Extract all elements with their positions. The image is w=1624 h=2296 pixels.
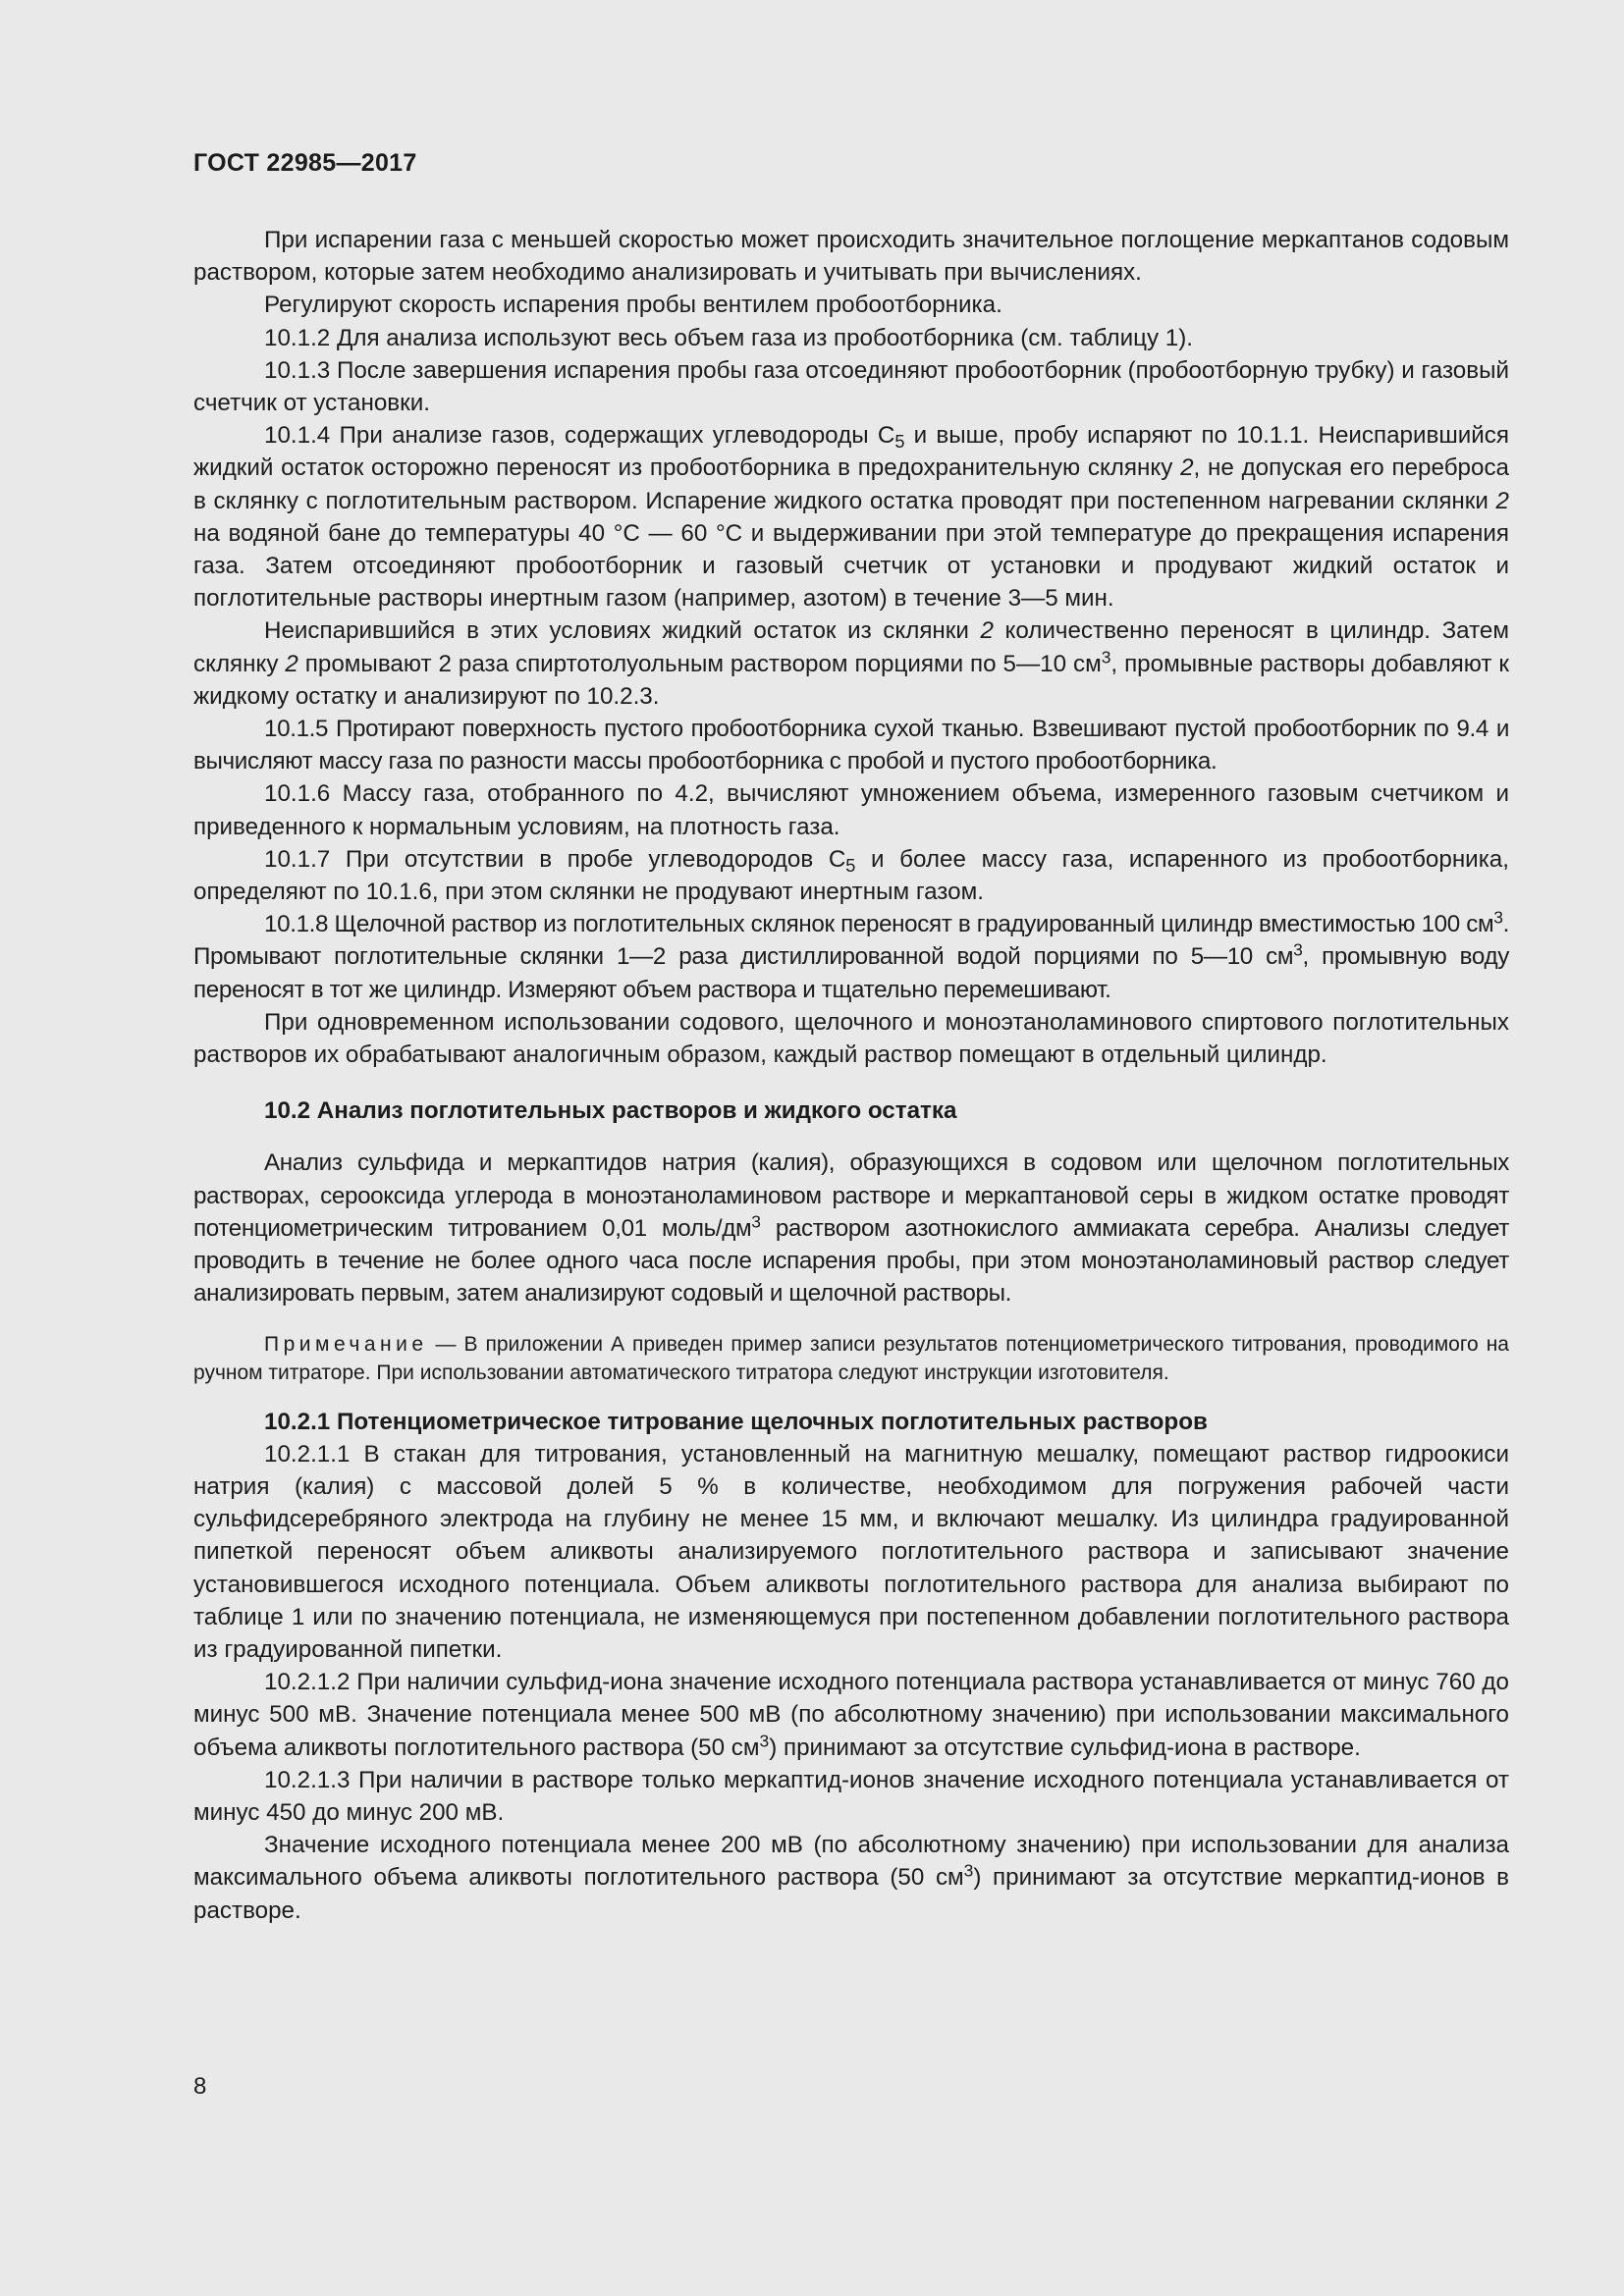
note-text: — В приложении А приведен пример записи результатов потенциометрического титрования, проводимого на ручном титраторе. При использовании автоматического титратора следуют инструкции изготовителя.: [193, 1332, 1509, 1384]
text-run: Значение исходного потенциала менее 200 мВ (по абсолютному значению) при использовании для анализа максимального объема аликвоты поглотительного раствора (50 см: [193, 1832, 1509, 1892]
text-run: и выше, пробу испаряют по 10.1.1. Неиспарившийся жидкий остаток осторожно переносят из пробоотборника в предохранительную склянку: [193, 422, 1509, 482]
superscript: 3: [963, 1860, 974, 1881]
text-run: 10.2.1.2 При наличии сульфид-иона значение исходного потенциала раствора устанавливается от минус 760 до минус 500 мВ. Значение потенциала менее 500 мВ (по абсолютному значению) при использовании максимального объема аликвоты поглотительного раствора (50 см: [193, 1669, 1509, 1761]
text-run: , промывную воду переносят в тот же цилиндр. Измеряют объем раствора и тщательно перемешивают.: [193, 943, 1509, 1003]
paragraph: [193, 1147, 1509, 1309]
page-number: 8: [193, 2073, 207, 2100]
superscript: 3: [1493, 907, 1503, 928]
paragraph: При одновременном использовании содового, щелочного и моноэтаноламинового спиртового поглотительных растворов их обрабатывают аналогичным образом, каждый раствор помещают в отдельный цилиндр.: [193, 1008, 1509, 1069]
paragraph-10-1-6: 10.1.6 Массу газа, отобранного по 4.2, вычисляют умножением объема, измеренного газовым счетчиком и приведенного к нормальным условиям, на плотность газа.: [193, 780, 1509, 840]
text-run: ) принимают за отсутствие меркаптид-ионов в растворе.: [193, 1864, 1509, 1924]
text-run: 10.1.7 При отсутствии в пробе углеводородов С: [264, 845, 846, 873]
note-label: Примечание: [264, 1332, 428, 1356]
text-run: , не допуская его переброса в склянку с поглотительным раствором. Испарение жидкого остатка проводят при постепенном нагревании склянки: [193, 454, 1509, 514]
paragraph-10-1-2: 10.1.2 Для анализа используют весь объем газа из пробоотборника (см. таблицу 1).: [264, 324, 1193, 351]
text-run: Анализ сульфида и меркаптидов натрия (калия), образующихся в содовом или щелочном поглотительных растворах, серооксида углерода в моноэтаноламиновом растворе и меркаптановой серы в жидком остатке проводят потенциометрическим титрованием 0,01 моль/дм: [193, 1149, 1509, 1242]
text-run: количественно переносят в цилиндр. Затем склянку: [193, 617, 1509, 677]
superscript: 3: [751, 1211, 761, 1232]
paragraph-10-2-1-1: 10.2.1.1 В стакан для титрования, установленный на магнитную мешалку, помещают раствор гидроокиси натрия (калия) с массовой долей 5 % в количестве, необходимом для погружения рабочей части сульфидсеребряного электрода на глубину не менее 15 мм, и включают мешалку. Из цилиндра градуированной пипеткой переносят объем аликвоты анализируемого поглотительного раствора и записывают значение установившегося исходного потенциала. Объем аликвоты поглотительного раствора для анализа выбирают по таблице 1 или по значению потенциала, не изменяющемуся при постепенном добавлении поглотительного раствора из градуированной пипетки.: [193, 1440, 1509, 1663]
italic-ref: 2: [1495, 487, 1509, 514]
text-run: Неиспарившийся в этих условиях жидкий остаток из склянки: [264, 617, 981, 645]
paragraph: При испарении газа с меньшей скоростью может происходить значительное поглощение меркаптанов содовым раствором, которые затем необходимо анализировать и учитывать при вычислениях.: [193, 227, 1509, 287]
paragraph-10-1-8: [193, 908, 1509, 1006]
text-run: промывают 2 раза спиртотолуольным раствором порциями по 5—10 см: [298, 650, 1102, 677]
italic-ref: 2: [285, 650, 298, 677]
text-run: , промывные растворы добавляют к жидкому остатку и анализируют по 10.2.3.: [193, 650, 1509, 710]
text-run: на водяной бане до температуры 40 °С — 60 °С и выдерживании при этой температуре до прекращения испарения газа. Затем отсоединяют пробоотборник и газовый счетчик от установки и продувают жидкий остаток и поглотительные растворы инертным газом (например, азотом) в течение 3—5 мин.: [193, 519, 1509, 613]
section-heading-10-2: 10.2 Анализ поглотительных растворов и жидкого остатка: [264, 1097, 957, 1125]
subsection-heading-10-2-1: 10.2.1 Потенциометрическое титрование щелочных поглотительных растворов: [264, 1408, 1208, 1435]
paragraph-10-1-7: [193, 843, 1509, 908]
superscript: 3: [1101, 646, 1111, 667]
italic-ref: 2: [980, 617, 994, 645]
page-body: [193, 224, 1509, 1927]
paragraph-10-2-1-2: [193, 1666, 1509, 1764]
text-run: . Промывают поглотительные склянки 1—2 раза дистиллированной водой порциями по 5—10 см: [193, 911, 1509, 971]
text-run: и более массу газа, испаренного из пробоотборника, определяют по 10.1.6, при этом склянки не продувают инертным газом.: [193, 845, 1509, 906]
text-run: 10.1.4 При анализе газов, содержащих углеводороды С: [264, 422, 895, 450]
paragraph-10-1-4: [193, 419, 1509, 614]
paragraph: Регулируют скорость испарения пробы вентилем пробоотборника.: [264, 292, 1002, 319]
document-header: ГОСТ 22985—2017: [193, 149, 417, 177]
subscript: 5: [894, 432, 905, 453]
superscript: 3: [759, 1730, 770, 1750]
paragraph-10-1-5: 10.1.5 Протирают поверхность пустого пробоотборника сухой тканью. Взвешивают пустой пробоотборник по 9.4 и вычисляют массу газа по разности массы пробоотборника с пробой и пустого пробоотборника.: [193, 716, 1509, 775]
paragraph: [193, 614, 1509, 713]
text-run: раствором азотнокислого аммиаката серебра. Анализы следует проводить в течение не более одного часа после испарения пробы, при этом моноэтаноламиновый раствор следует анализировать первым, затем анализируют содовый и щелочной растворы.: [193, 1214, 1509, 1308]
superscript: 3: [1293, 939, 1303, 960]
paragraph-10-1-3: 10.1.3 После завершения испарения пробы газа отсоединяют пробоотборник (пробоотборную трубку) и газовый счетчик от установки.: [193, 356, 1509, 417]
text-run: ) принимают за отсутствие сульфид-иона в растворе.: [769, 1734, 1361, 1761]
paragraph-10-2-1-3: 10.2.1.3 При наличии в растворе только меркаптид-ионов значение исходного потенциала устанавливается от минус 450 до минус 200 мВ.: [193, 1766, 1509, 1826]
italic-ref: 2: [1180, 454, 1194, 482]
note: [193, 1330, 1509, 1388]
paragraph: [193, 1829, 1509, 1927]
text-run: 10.1.8 Щелочной раствор из поглотительных склянок переносят в градуированный цилиндр вместимостью 100 см: [264, 911, 1494, 938]
subscript: 5: [845, 855, 856, 876]
